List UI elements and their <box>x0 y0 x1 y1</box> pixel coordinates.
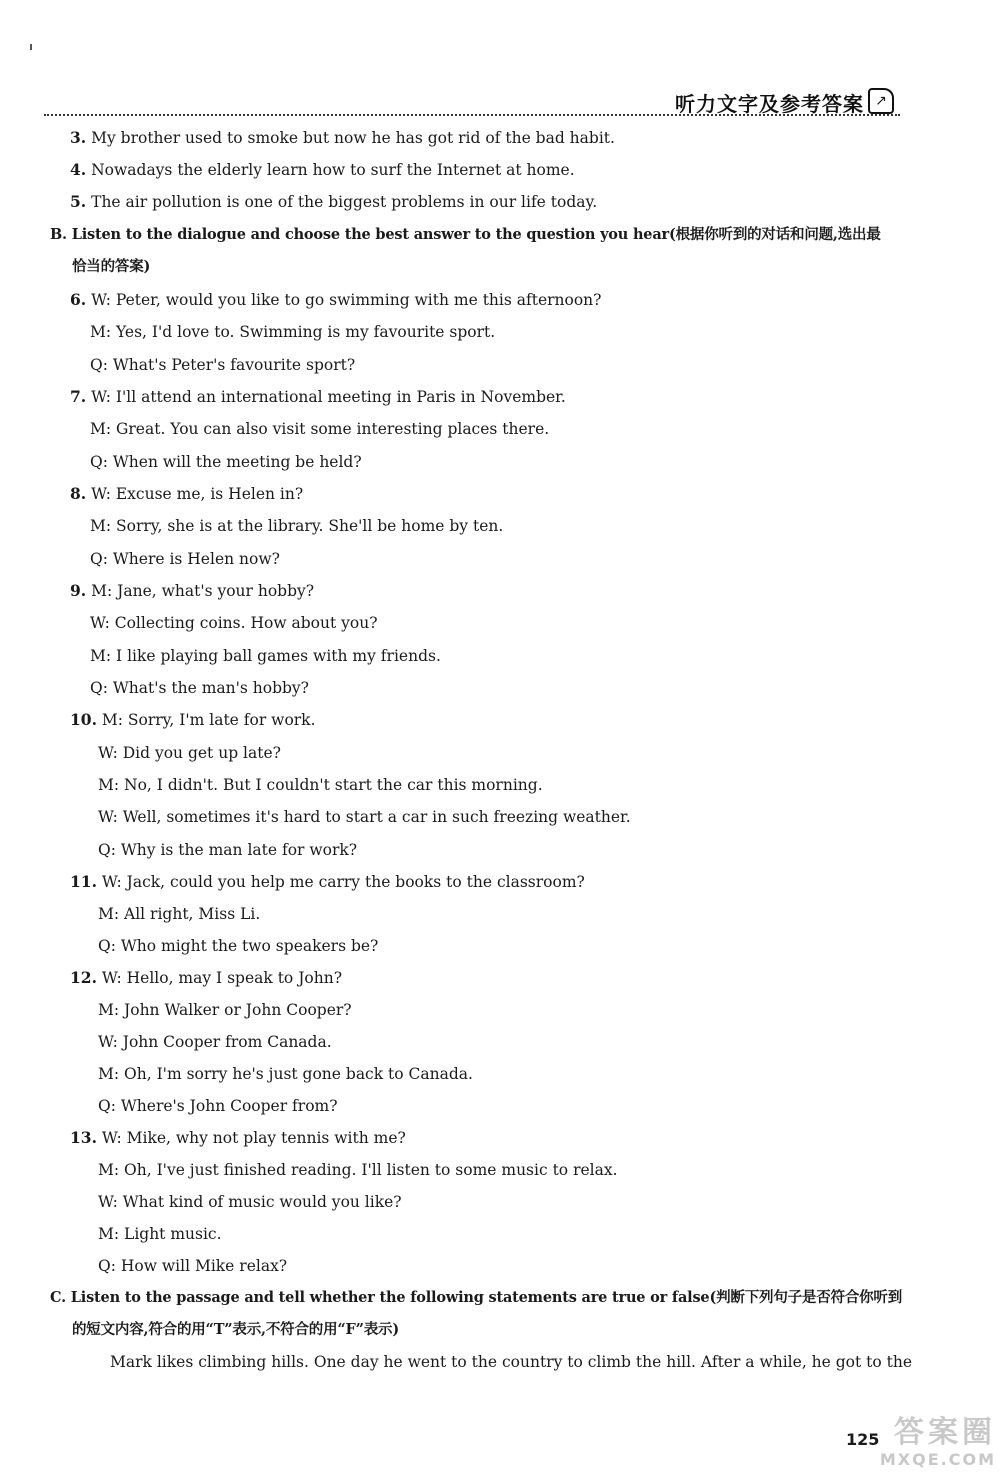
dialogue-line: M: Sorry, she is at the library. She'll be home by ten. <box>90 517 504 535</box>
section-c-heading-cont: 的短文内容,符合的用“T”表示,不符合的用“F”表示) <box>72 1321 400 1338</box>
section-b-heading-cont: 恰当的答案) <box>72 258 151 275</box>
dialogue-line: M: Great. You can also visit some interesting places there. <box>90 420 550 438</box>
dialogue-line: W: What kind of music would you like? <box>98 1193 402 1211</box>
dialogue-line: Q: Where is Helen now? <box>90 550 280 568</box>
section-c-heading: C. Listen to the passage and tell whether the following statements are true or false(判断下列句子是否符合你听到 <box>50 1289 903 1306</box>
dialogue-line: W: Did you get up late? <box>98 744 281 762</box>
dialogue-line: 9. M: Jane, what's your hobby? <box>70 581 315 600</box>
dialogue-line: M: Oh, I've just finished reading. I'll listen to some music to relax. <box>98 1161 618 1179</box>
arrow-note-icon: ↗ <box>868 88 894 114</box>
dialogue-line: Q: When will the meeting be held? <box>90 453 362 471</box>
section-b-heading: B. Listen to the dialogue and choose the best answer to the question you hear(根据你听到的对话和问题,选出最 <box>50 226 881 243</box>
dialogue-line: Q: How will Mike relax? <box>98 1257 288 1275</box>
dialogue-line: M: All right, Miss Li. <box>98 905 261 923</box>
page-number: 125 <box>846 1430 880 1449</box>
header-title: 听力文字及参考答案 <box>675 92 864 116</box>
dialogue-line: M: Yes, I'd love to. Swimming is my favourite sport. <box>90 323 496 341</box>
list-item: 5. The air pollution is one of the biggest problems in our life today. <box>70 192 598 211</box>
site-watermark <box>820 1416 996 1480</box>
dialogue-line: W: Collecting coins. How about you? <box>90 614 378 632</box>
dialogue-line: 13. W: Mike, why not play tennis with me? <box>70 1128 406 1147</box>
dialogue-line: M: No, I didn't. But I couldn't start the car this morning. <box>98 776 543 794</box>
watermark-logo-text: 答案圈 <box>894 1415 996 1450</box>
dialogue-line: 12. W: Hello, may I speak to John? <box>70 968 343 987</box>
dialogue-line: M: John Walker or John Cooper? <box>98 1001 352 1019</box>
passage-text: Mark likes climbing hills. One day he went to the country to climb the hill. After a while, he got to the <box>110 1353 913 1371</box>
scan-mark <box>30 44 32 50</box>
dialogue-line: W: John Cooper from Canada. <box>98 1033 332 1051</box>
dialogue-line: Q: What's Peter's favourite sport? <box>90 356 356 374</box>
dialogue-line: 6. W: Peter, would you like to go swimming with me this afternoon? <box>70 290 602 309</box>
dialogue-line: 11. W: Jack, could you help me carry the books to the classroom? <box>70 872 585 891</box>
dialogue-line: Q: Where's John Cooper from? <box>98 1097 338 1115</box>
dialogue-line: Q: Who might the two speakers be? <box>98 937 379 955</box>
dialogue-line: 8. W: Excuse me, is Helen in? <box>70 484 304 503</box>
list-item: 4. Nowadays the elderly learn how to surf the Internet at home. <box>70 160 575 179</box>
dialogue-line: M: Oh, I'm sorry he's just gone back to Canada. <box>98 1065 473 1083</box>
header-dotted-rule <box>44 114 900 116</box>
dialogue-line: Q: What's the man's hobby? <box>90 679 309 697</box>
list-item: 3. My brother used to smoke but now he has got rid of the bad habit. <box>70 128 615 147</box>
dialogue-line: 7. W: I'll attend an international meeting in Paris in November. <box>70 387 566 406</box>
dialogue-line: M: Light music. <box>98 1225 222 1243</box>
page-header <box>44 86 900 116</box>
dialogue-line: Q: Why is the man late for work? <box>98 841 358 859</box>
dialogue-line: 10. M: Sorry, I'm late for work. <box>70 710 316 729</box>
dialogue-line: M: I like playing ball games with my friends. <box>90 647 441 665</box>
dialogue-line: W: Well, sometimes it's hard to start a car in such freezing weather. <box>98 808 631 826</box>
watermark-url: MXQE.COM <box>879 1450 996 1469</box>
